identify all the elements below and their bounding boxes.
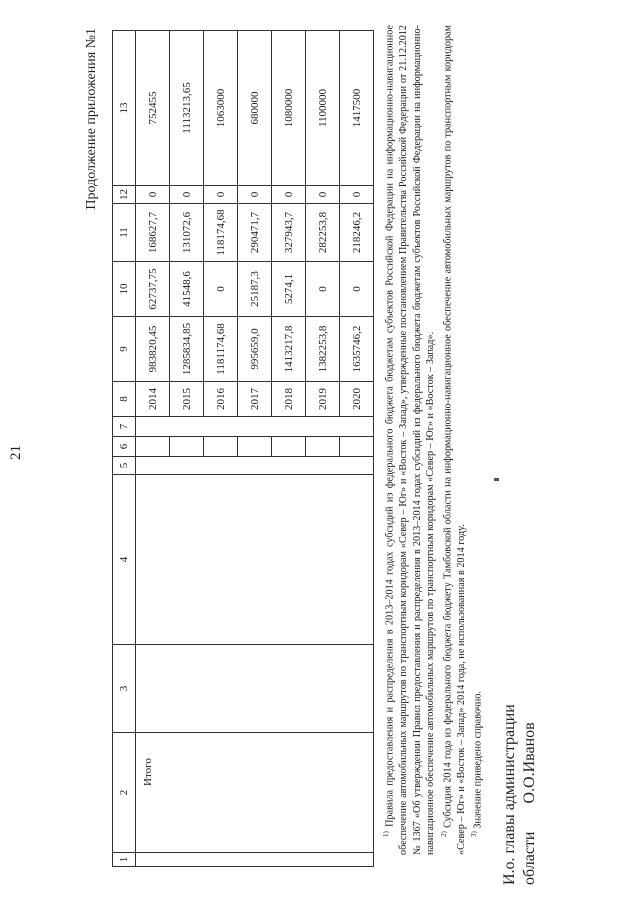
year-cell: 2019 xyxy=(306,382,340,417)
footnote xyxy=(438,25,469,855)
value-cell: 1113213,65 xyxy=(170,31,204,186)
empty-cell xyxy=(136,475,374,645)
signature-line xyxy=(520,704,540,885)
column-header: 6 xyxy=(113,437,136,457)
empty-cell xyxy=(136,645,374,733)
value-cell: 0 xyxy=(170,186,204,204)
column-header: 1 xyxy=(113,853,136,867)
column-header: 11 xyxy=(113,204,136,262)
year-cell: 2017 xyxy=(238,382,272,417)
empty-cell xyxy=(238,437,272,457)
value-cell: 995659,0 xyxy=(238,317,272,382)
empty-cell xyxy=(136,853,374,867)
footnote-mark: 1) xyxy=(382,831,390,837)
empty-cell xyxy=(272,437,306,457)
empty-cell xyxy=(136,417,374,437)
value-cell: 680000 xyxy=(238,31,272,186)
column-header: 7 xyxy=(113,417,136,437)
footnote-text: Значение приведено справочно. xyxy=(472,691,484,829)
value-cell: 0 xyxy=(238,186,272,204)
table-row xyxy=(136,31,170,867)
total-label: Итого xyxy=(136,733,374,853)
signature-label: области xyxy=(521,831,538,885)
continuation-title: Продолжение приложения №1 xyxy=(84,28,99,210)
value-cell: 41548,6 xyxy=(170,262,204,317)
value-cell: 0 xyxy=(272,186,306,204)
column-header: 3 xyxy=(113,645,136,733)
year-cell: 2018 xyxy=(272,382,306,417)
signature-block xyxy=(500,704,540,885)
year-cell: 2016 xyxy=(204,382,238,417)
column-header: 2 xyxy=(113,733,136,853)
column-header: 8 xyxy=(113,382,136,417)
value-cell: 62737,75 xyxy=(136,262,170,317)
year-cell: 2020 xyxy=(340,382,374,417)
value-cell: 1417500 xyxy=(340,31,374,186)
column-header: 13 xyxy=(113,31,136,186)
value-cell: 0 xyxy=(340,186,374,204)
value-cell: 1285834,85 xyxy=(170,317,204,382)
footnote-mark: 3) xyxy=(470,831,479,837)
value-cell: 327943,7 xyxy=(272,204,306,262)
empty-cell xyxy=(204,437,238,457)
value-cell: 1181174,68 xyxy=(204,317,238,382)
column-header: 5 xyxy=(113,457,136,475)
footnote-text: Правила предоставления и распределения в 2013–2014 годах субсидий из федерального бюджета бюджетам субъектов Российской Федерации на информационно-навигационное обеспечение автомобильных маршрутов по транспортным коридорам «Север – Юг» и «Восток – Запад», утвержденные постановлением Правительства Российской Федерации от 21.12.2012 № 1367 «Об утверждении Правил предоставления и распределения в 2013–2014 годах субсидий из федерального бюджета бюджетам субъектов Российской Федерации на информационно-навигационное обеспечение автомобильных маршрутов по транспортным коридорам «Север – Юг» и «Восток – Запад». xyxy=(384,25,437,855)
value-cell: 0 xyxy=(204,186,238,204)
value-cell: 290471,7 xyxy=(238,204,272,262)
value-cell: 131072,6 xyxy=(170,204,204,262)
footnote-mark: 2) xyxy=(439,831,448,837)
value-cell: 752455 xyxy=(136,31,170,186)
year-cell: 2014 xyxy=(136,382,170,417)
column-header: 4 xyxy=(113,475,136,645)
page-number: 21 xyxy=(8,445,24,460)
footnote-text: Субсидия 2014 года из федерального бюджета бюджету Тамбовской области на информационно-навигационное обеспечение автомобильных маршрутов по транспортным коридорам «Север – Юг» и «Восток – Запад» 2014 года, не использованная в 2014 году. xyxy=(442,24,467,855)
footnote xyxy=(468,25,485,855)
value-cell: 5274,1 xyxy=(272,262,306,317)
value-cell: 168627,7 xyxy=(136,204,170,262)
value-cell: 1382253,8 xyxy=(306,317,340,382)
footnotes xyxy=(380,25,485,855)
header-row xyxy=(113,31,136,867)
column-header: 12 xyxy=(113,186,136,204)
value-cell: 1635746,2 xyxy=(340,317,374,382)
stray-mark xyxy=(494,478,499,481)
empty-cell xyxy=(136,457,374,475)
value-cell: 282253,8 xyxy=(306,204,340,262)
value-cell: 0 xyxy=(306,186,340,204)
value-cell: 25187,3 xyxy=(238,262,272,317)
empty-cell xyxy=(340,437,374,457)
signatory-name: О.О.Иванов xyxy=(521,722,538,804)
empty-cell xyxy=(170,437,204,457)
footnote xyxy=(380,25,438,855)
signature-title: И.о. главы администрации xyxy=(501,704,518,885)
column-header: 10 xyxy=(113,262,136,317)
value-cell: 0 xyxy=(306,262,340,317)
value-cell: 1080000 xyxy=(272,31,306,186)
value-cell: 1063000 xyxy=(204,31,238,186)
value-cell: 118174,68 xyxy=(204,204,238,262)
empty-cell xyxy=(306,437,340,457)
value-cell: 0 xyxy=(204,262,238,317)
value-cell: 218246,2 xyxy=(340,204,374,262)
column-header: 9 xyxy=(113,317,136,382)
value-cell: 0 xyxy=(340,262,374,317)
value-cell: 0 xyxy=(136,186,170,204)
value-cell: 1100000 xyxy=(306,31,340,186)
data-table xyxy=(112,30,374,867)
value-cell: 1413217,8 xyxy=(272,317,306,382)
empty-cell xyxy=(136,437,170,457)
value-cell: 983820,45 xyxy=(136,317,170,382)
year-cell: 2015 xyxy=(170,382,204,417)
